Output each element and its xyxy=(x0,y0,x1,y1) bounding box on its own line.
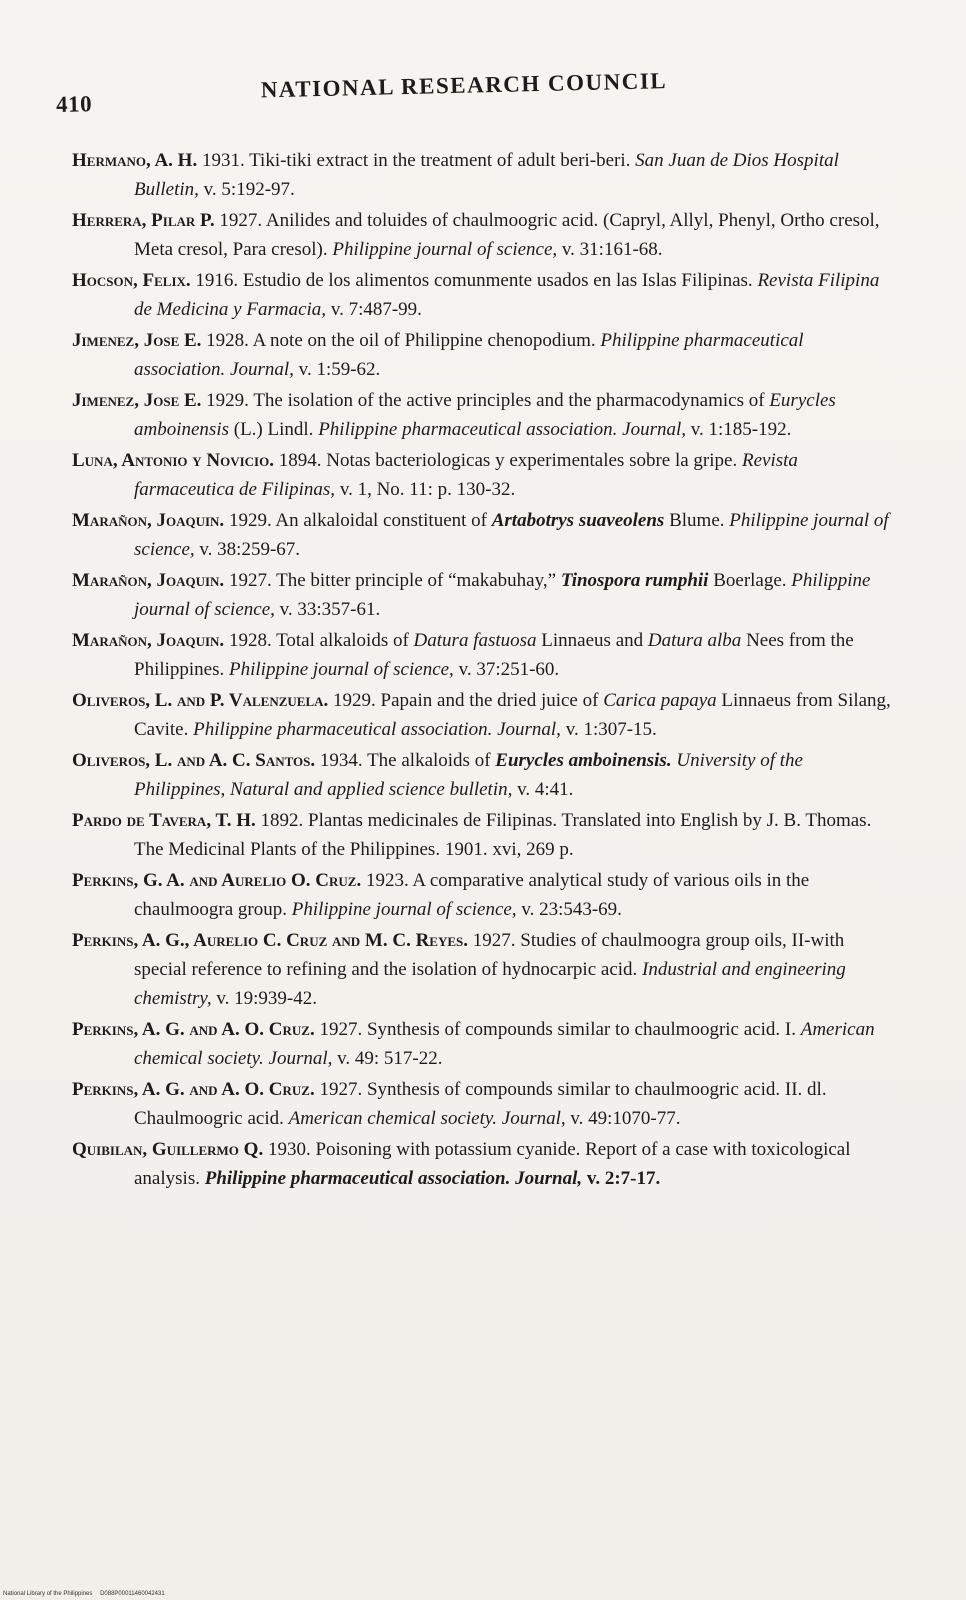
bibliography-entry xyxy=(72,746,894,804)
entry-italic-text: Datura alba xyxy=(647,630,742,651)
bibliography-entry xyxy=(72,1075,894,1133)
entry-text: 1928. A note on the oil of Philippine chenopodium. xyxy=(201,330,601,351)
entry-text: v. 1:59-62. xyxy=(293,359,381,380)
entry-text: v. 19:939-42. xyxy=(211,988,317,1009)
entry-text: (L.) Lindl. xyxy=(229,419,319,440)
entry-text: 1927. Anilides and toluides of chaulmoogric acid. (Capryl, Allyl, Phenyl, Ortho cresol, Meta cresol, Para cresol). xyxy=(134,210,880,260)
bibliography-entry xyxy=(72,506,894,564)
entry-italic-text: Eurycles amboinensis xyxy=(134,390,836,440)
entry-italic-text: Tinospora rumphii xyxy=(560,570,709,591)
entry-text: v. 31:161-68. xyxy=(557,239,663,260)
bibliography-entry xyxy=(72,806,894,864)
entry-text: 1929. The isolation of the active principles and the pharmacodynamics of xyxy=(201,390,770,411)
entry-italic-text: Philippine journal of science, xyxy=(134,510,889,560)
entry-italic-text: Artabotrys suaveolens xyxy=(491,510,665,531)
entry-text: 1928. Total alkaloids of xyxy=(224,630,414,651)
bibliography-entry xyxy=(72,326,894,384)
entry-italic-text: Philippine journal of science, xyxy=(134,570,871,620)
page-header xyxy=(56,63,897,122)
entry-italic-text: San Juan de Dios Hospital Bulletin, xyxy=(134,150,839,200)
entry-author: Oliveros, L. and P. Valenzuela. xyxy=(72,690,329,711)
entry-italic-text: Philippine pharmaceutical association. Journal, xyxy=(318,419,687,440)
entry-text: 1923. A comparative analytical study of various oils in the chaulmoogra group. xyxy=(134,870,810,920)
entry-text: v. 38:259-67. xyxy=(194,539,301,560)
bibliography-entry xyxy=(72,566,894,624)
entry-text: 1927. Synthesis of compounds similar to chaulmoogric acid. I. xyxy=(314,1019,801,1040)
entry-text: 1930. Poisoning with potassium cyanide. Report of a case with toxicological analysis. xyxy=(134,1139,851,1189)
entry-author: Quibilan, Guillermo Q. xyxy=(72,1139,264,1160)
entry-text: v. 7:487-99. xyxy=(326,299,422,320)
entry-text: v. 1, No. 11: p. 130-32. xyxy=(335,479,516,500)
entry-text: v. 2:7-17. xyxy=(582,1168,661,1189)
entry-text: v. 4:41. xyxy=(512,779,574,800)
entry-italic-text: University of the Philippines, Natural and applied science bulletin, xyxy=(134,750,803,800)
bibliography-entry xyxy=(72,206,894,264)
entry-text: 1916. Estudio de los alimentos comunmente usados en las Islas Filipinas. xyxy=(190,270,758,291)
entry-author: Marañon, Joaquin. xyxy=(72,510,225,531)
entry-text: 1929. Papain and the dried juice of xyxy=(328,690,604,711)
bibliography-entry xyxy=(72,386,894,444)
entry-author: Luna, Antonio y Novicio. xyxy=(72,450,274,471)
scan-footer xyxy=(3,1591,165,1597)
entry-text: v. 49:1070-77. xyxy=(565,1108,681,1129)
entry-italic-text: American chemical society. Journal, xyxy=(134,1019,875,1069)
entry-author: Perkins, A. G. and A. O. Cruz. xyxy=(72,1079,315,1100)
entry-text: 1931. Tiki-tiki extract in the treatment of adult beri-beri. xyxy=(197,150,636,171)
scan-code: D088P00011460042431 xyxy=(100,1591,165,1597)
entry-italic-text: Philippine journal of science, xyxy=(291,899,517,920)
entry-text: 1927. Synthesis of compounds similar to chaulmoogric acid. II. dl. Chaulmoogric acid. xyxy=(134,1079,827,1129)
entry-text: 1927. The bitter principle of “makabuhay,” xyxy=(224,570,561,591)
bibliography-list xyxy=(72,146,894,1195)
bibliography-entry xyxy=(72,1015,894,1073)
entry-text: 1892. Plantas medicinales de Filipinas. Translated into English by J. B. Thomas. The Medicinal Plants of the Philippines. 1901. xvi, 269 p. xyxy=(134,810,872,860)
entry-italic-text: Revista Filipina de Medicina y Farmacia, xyxy=(134,270,880,320)
entry-italic-text: Eurycles amboinensis. xyxy=(495,750,672,771)
entry-text: v. 33:357-61. xyxy=(274,599,381,620)
entry-italic-text: Philippine pharmaceutical association. Journal, xyxy=(204,1168,583,1189)
entry-text: Nees from the Philippines. xyxy=(134,630,854,680)
entry-text: v. 37:251-60. xyxy=(453,659,560,680)
entry-text: 1934. The alkaloids of xyxy=(315,750,496,771)
entry-author: Pardo de Tavera, T. H. xyxy=(72,810,256,831)
entry-italic-text: Philippine journal of science, xyxy=(332,239,558,260)
page-number: 410 xyxy=(55,91,93,117)
entry-text: 1894. Notas bacteriologicas y experimentales sobre la gripe. xyxy=(273,450,742,471)
bibliography-entry xyxy=(72,926,894,1013)
entry-author: Perkins, A. G. and A. O. Cruz. xyxy=(72,1019,315,1040)
bibliography-entry xyxy=(72,266,894,324)
entry-italic-text: Datura fastuosa xyxy=(413,630,537,651)
entry-author: Perkins, A. G., Aurelio C. Cruz and M. C. Reyes. xyxy=(72,930,469,951)
entry-text: 1927. Studies of chaulmoogra group oils, II-with special reference to refining and the isolation of hydnocarpic acid. xyxy=(134,930,845,980)
entry-author: Jimenez, Jose E. xyxy=(72,390,202,411)
entry-text: v. 23:543-69. xyxy=(516,899,622,920)
bibliography-entry xyxy=(72,146,894,204)
entry-text: v. 49: 517-22. xyxy=(332,1048,443,1069)
bibliography-entry xyxy=(72,866,894,924)
entry-italic-text: Carica papaya xyxy=(603,690,717,711)
running-head: NATIONAL RESEARCH COUNCIL xyxy=(260,68,668,103)
entry-text: v. 1:307-15. xyxy=(560,719,657,740)
entry-author: Marañon, Joaquin. xyxy=(72,630,225,651)
entry-author: Herrera, Pilar P. xyxy=(72,210,215,231)
bibliography-entry xyxy=(72,1135,894,1193)
entry-italic-text: Philippine journal of science, xyxy=(229,659,454,680)
entry-author: Hocson, Felix. xyxy=(72,270,191,291)
entry-italic-text: Philippine pharmaceutical association. Journal, xyxy=(193,719,561,740)
entry-italic-text: American chemical society. Journal, xyxy=(288,1108,566,1129)
library-credit: National Library of the Philippines xyxy=(3,1591,93,1597)
entry-italic-text: Revista farmaceutica de Filipinas, xyxy=(134,450,798,500)
entry-text: 1929. An alkaloidal constituent of xyxy=(224,510,492,531)
entry-author: Oliveros, L. and A. C. Santos. xyxy=(72,750,316,771)
bibliography-entry xyxy=(72,686,894,744)
entry-text: Linnaeus and xyxy=(536,630,648,651)
entry-text: v. 1:185-192. xyxy=(686,419,792,440)
bibliography-entry xyxy=(72,626,894,684)
entry-text: Boerlage. xyxy=(708,570,792,591)
entry-author: Jimenez, Jose E. xyxy=(72,330,202,351)
entry-author: Marañon, Joaquin. xyxy=(72,570,225,591)
entry-author: Hermano, A. H. xyxy=(72,150,198,171)
entry-text: Blume. xyxy=(664,510,730,531)
entry-italic-text: Industrial and engineering chemistry, xyxy=(134,959,846,1009)
entry-author: Perkins, G. A. and Aurelio O. Cruz. xyxy=(72,870,362,891)
bibliography-entry xyxy=(72,446,894,504)
entry-italic-text: Philippine pharmaceutical association. Journal, xyxy=(134,330,804,380)
entry-text: v. 5:192-97. xyxy=(198,179,295,200)
entry-text: Linnaeus from Silang, Cavite. xyxy=(134,690,891,740)
